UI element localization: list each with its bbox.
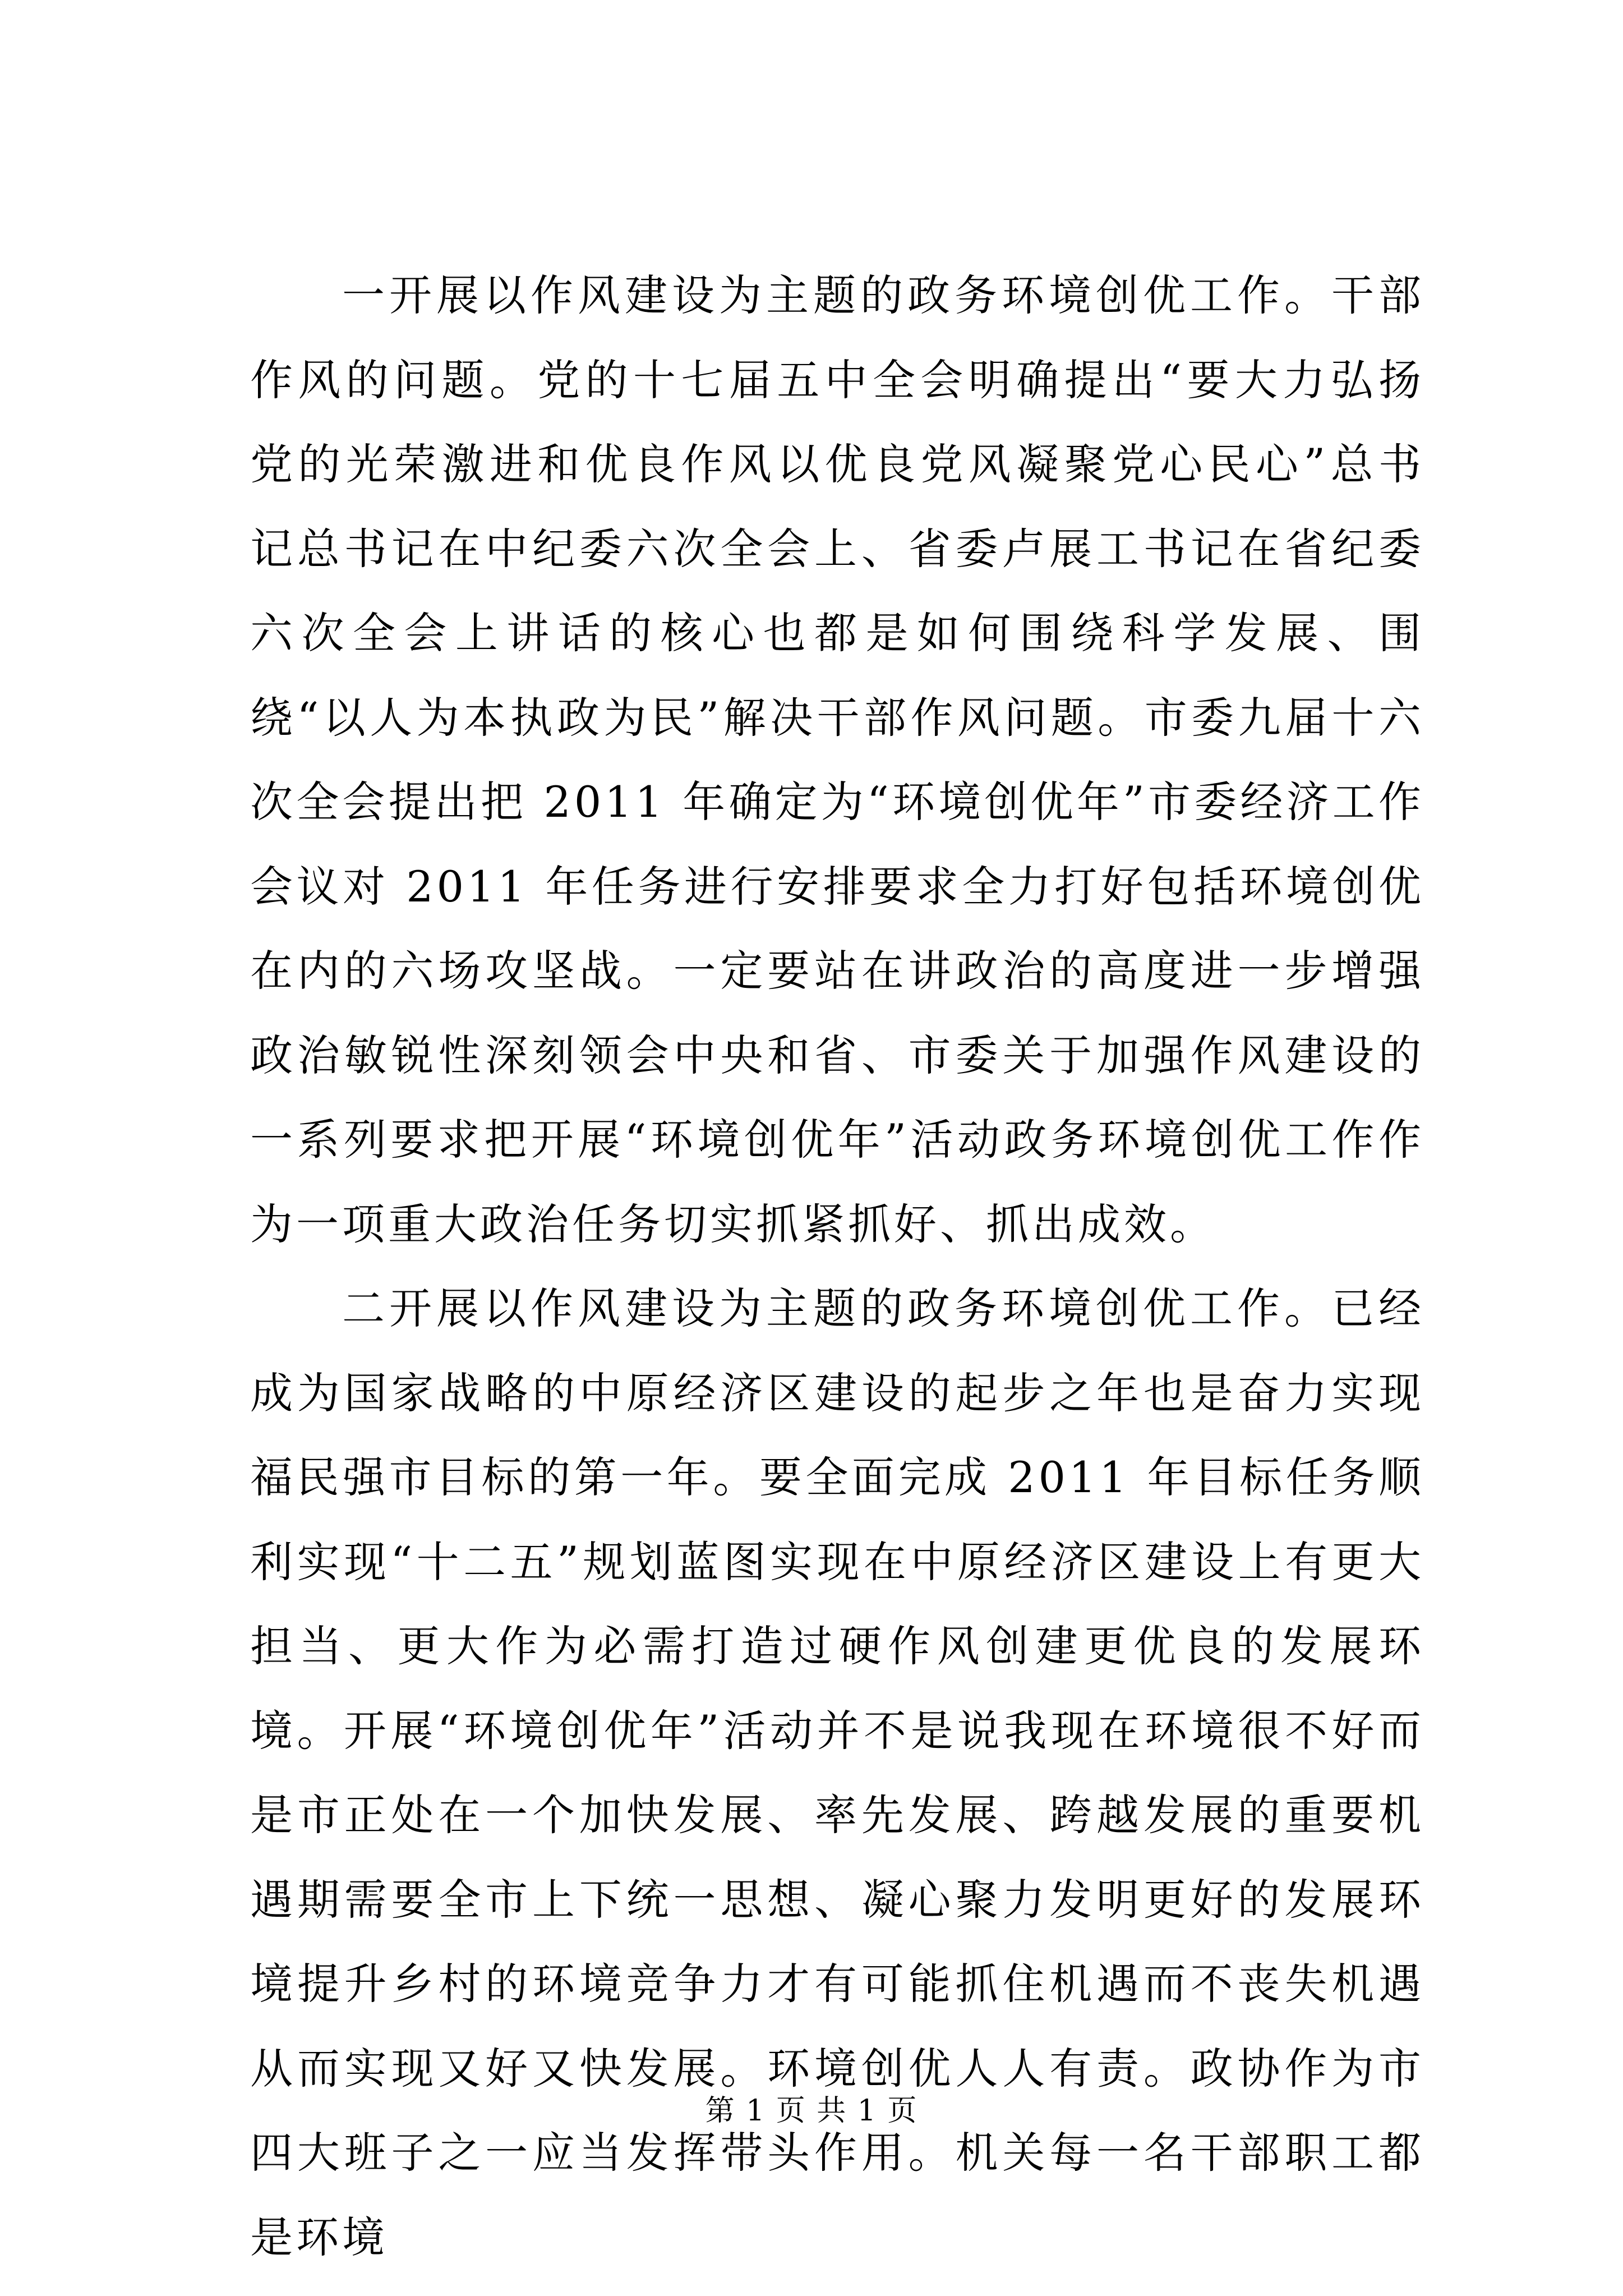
paragraph-2: 二开展以作风建设为主题的政务环境创优工作。已经成为国家战略的中原经济区建设的起步之年也是奋力实现福民强市目标的第一年。要全面完成 2011 年目标任务顺利实现“十二五”规划蓝图实现在中原经济区建设上有更大担当、更大作为必需打造过硬作风创建更优良的发展环境。开展“环境创优年”活动并不是说我现在环境很不好而是市正处在一个加快发展、率先发展、跨越发展的重要机遇期需要全市上下统一思想、凝心聚力发明更好的发展环境提升乡村的环境竞争力才有可能抓住机遇而不丧失机遇从而实现又好又快发展。环境创优人人有责。政协作为市四大班子之一应当发挥带头作用。机关每一名干部职工都是环境 [250, 1283, 1424, 2262]
paragraph-1: 一开展以作风建设为主题的政务环境创优工作。干部作风的问题。党的十七届五中全会明确提出“要大力弘扬党的光荣激进和优良作风以优良党风凝聚党心民心”总书记总书记在中纪委六次全会上、省委卢展工书记在省纪委六次全会上讲话的核心也都是如何围绕科学发展、围绕“以人为本执政为民”解决干部作风问题。市委九届十六次全会提出把 2011 年确定为“环境创优年”市委经济工作会议对 2011 年任务进行安排要求全力打好包括环境创优在内的六场攻坚战。一定要站在讲政治的高度进一步增强政治敏锐性深刻领会中央和省、市委关于加强作风建设的一系列要求把开展“环境创优年”活动政务环境创优工作作为一项重大政治任务切实抓紧抓好、抓出成效。 [250, 270, 1424, 1249]
page-footer: 第 1 页 共 1 页 [705, 2094, 918, 2128]
document-body [250, 254, 1424, 2280]
